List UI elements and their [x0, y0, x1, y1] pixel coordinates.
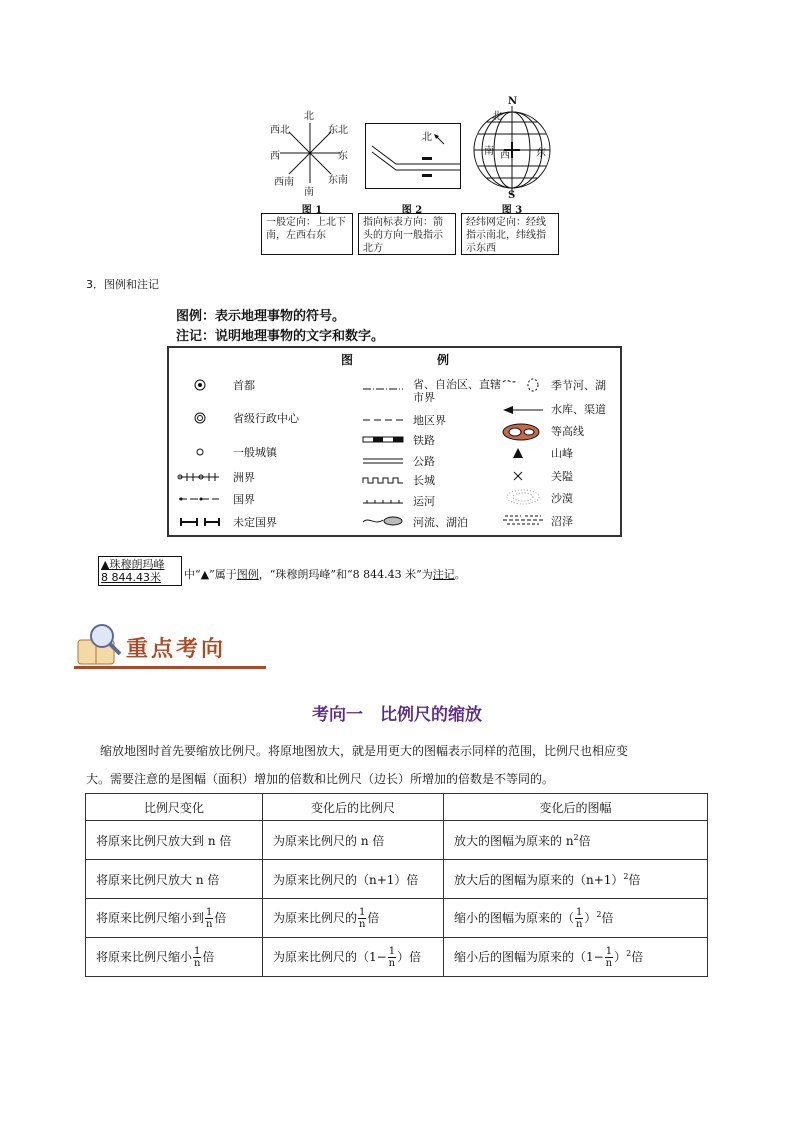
table-cell: 将原来比例尺缩小 $\frac{1}{n}$ 倍	[86, 938, 263, 977]
continent-boundary-icon	[177, 472, 221, 482]
legend-desert: 沙漠	[551, 492, 573, 505]
legend-mountain-peak: 山峰	[551, 447, 573, 460]
legend-definition: 图例：表示地理事物的符号。	[176, 309, 346, 324]
fraction-1-over-n: $\frac{1}{n}$	[575, 906, 583, 930]
table-cell: 缩小的图幅为原来的（ $\frac{1}{n}$ ）$^2$倍	[444, 899, 708, 938]
provincial-capital-icon	[193, 411, 207, 425]
river-lake-icon	[361, 514, 405, 528]
table-row	[86, 938, 708, 977]
highway-icon	[361, 456, 405, 466]
legend-undetermined-boundary: 未定国界	[233, 516, 277, 529]
legend-province-boundary: 省、自治区、直辖市界	[413, 378, 501, 404]
example-text-3: 。	[454, 568, 466, 581]
desert-icon	[501, 488, 545, 506]
magnifier-book-icon	[74, 620, 124, 670]
figure-3-globe	[470, 98, 554, 200]
undetermined-boundary-icon	[177, 517, 221, 527]
province-boundary-icon	[361, 384, 405, 394]
fraction-1-over-n: $\frac{1}{n}$	[605, 945, 613, 969]
capital-icon	[193, 378, 207, 392]
pass-icon	[511, 469, 525, 483]
table-row	[86, 821, 708, 860]
table-row	[86, 899, 708, 938]
table-header-cell: 比例尺变化	[86, 794, 263, 821]
topic-paragraph-line-2: 大。需要注意的是图幅（面积）增加的倍数和比例尺（边长）所增加的倍数是不等同的。	[86, 772, 555, 786]
figure-1-caption: 图 1	[301, 205, 323, 216]
fig3-description: 经纬网定向：经线指示南北，纬线指示东西	[461, 213, 559, 255]
road-map-icon	[366, 124, 460, 188]
table-cell: 为原来比例尺的（n+1）倍	[263, 860, 444, 899]
dir-south: 南	[304, 187, 314, 198]
legend-swamp: 沼泽	[551, 515, 573, 528]
globe-south: 南	[484, 146, 494, 157]
globe-north: 北	[492, 111, 502, 122]
figure-2-arrow-map	[365, 123, 461, 189]
north-label: 北	[422, 132, 432, 143]
key-points-banner	[74, 620, 266, 672]
great-wall-icon	[361, 475, 405, 485]
figure-2-caption: 图 2	[401, 205, 423, 216]
fraction-1-over-n: $\frac{1}{n}$	[358, 906, 366, 930]
swamp-icon	[501, 513, 545, 527]
legend-contour: 等高线	[551, 425, 584, 438]
dir-southwest: 西南	[274, 177, 294, 188]
fraction-1-over-n: $\frac{1}{n}$	[388, 945, 396, 969]
table-cell: 缩小后的图幅为原来的（1− $\frac{1}{n}$ ）$^2$倍	[444, 938, 708, 977]
legend-reservoir-canal: 水库、渠道	[551, 403, 606, 416]
table-cell: 放大的图幅为原来的 $n^2$倍	[444, 821, 708, 860]
railway-icon	[361, 435, 405, 445]
table-cell: 为原来比例尺的（1− $\frac{1}{n}$ ）倍	[263, 938, 444, 977]
example-text-2: ，“珠穆朗玛峰”和“8 844.43 米”为	[258, 568, 433, 581]
legend-canal: 运河	[413, 495, 435, 508]
legend-river-lake: 河流、湖泊	[413, 516, 468, 529]
figure-3-caption: 图 3	[501, 205, 523, 216]
table-row	[86, 860, 708, 899]
globe-n-label: N	[508, 96, 518, 107]
example-legend-term: 图例	[236, 568, 259, 581]
globe-east: 东	[536, 148, 546, 159]
table-header-row	[86, 794, 708, 821]
example-note-term: 注记	[432, 568, 455, 581]
legend-region-boundary: 地区界	[413, 414, 446, 427]
legend-title-1: 图	[341, 353, 354, 367]
table-cell: 将原来比例尺放大到 n 倍	[86, 821, 263, 860]
table-cell: 放大后的图幅为原来的$(n+1)^2$倍	[444, 860, 708, 899]
mountain-peak-icon	[511, 446, 525, 460]
dir-southeast: 东南	[328, 175, 348, 186]
table-cell: 将原来比例尺缩小到 $\frac{1}{n}$ 倍	[86, 899, 263, 938]
table-header-cell: 变化后的图幅	[444, 794, 708, 821]
contour-icon	[501, 422, 545, 442]
fraction-1-over-n: $\frac{1}{n}$	[205, 906, 213, 930]
legend-capital: 首都	[233, 379, 255, 392]
canal-icon	[361, 496, 405, 506]
legend-box	[167, 346, 622, 537]
scale-change-table	[85, 793, 708, 977]
topic-title: 考向一 比例尺的缩放	[312, 705, 482, 725]
banner-title: 重点考向	[126, 636, 227, 662]
fig1-description: 一般定向：上北下南，左西右东	[261, 213, 353, 255]
legend-railway: 铁路	[413, 434, 435, 447]
topic-paragraph-line-1: 缩放地图时首先要缩放比例尺。将原地图放大，就是用更大的图幅表示同样的范围，比例尺也相应变	[100, 744, 629, 758]
legend-seasonal-river: 季节河、湖	[551, 379, 606, 392]
dir-east: 东	[338, 151, 348, 162]
globe-west: 西	[500, 150, 510, 161]
example-peak-height: 8 844.43米	[101, 571, 161, 584]
note-definition: 注记：说明地理事物的文字和数字。	[176, 329, 385, 344]
fraction-1-over-n: $\frac{1}{n}$	[193, 945, 201, 969]
figure-1-compass	[262, 105, 358, 201]
legend-provincial-capital: 省级行政中心	[233, 412, 299, 425]
example-sentence	[184, 566, 466, 582]
region-boundary-icon	[361, 415, 405, 425]
table-cell: 为原来比例尺的 $\frac{1}{n}$ 倍	[263, 899, 444, 938]
national-boundary-icon	[177, 494, 221, 504]
legend-pass: 关隘	[551, 470, 573, 483]
table-cell: 将原来比例尺放大 n 倍	[86, 860, 263, 899]
table-cell: 为原来比例尺的 n 倍	[263, 821, 444, 860]
legend-national-boundary: 国界	[233, 493, 255, 506]
dir-north: 北	[304, 111, 314, 122]
dir-west: 西	[270, 151, 280, 162]
fig2-description: 指向标表方向：箭头的方向一般指示北方	[358, 213, 456, 255]
legend-town: 一般城镇	[233, 446, 277, 459]
globe-s-label: S	[508, 190, 516, 201]
table-header-cell: 变化后的比例尺	[263, 794, 444, 821]
legend-title-2: 例	[437, 353, 450, 367]
example-text-1: 中“▲”属于	[184, 568, 237, 581]
example-peak-name: ▲珠穆朗玛峰	[101, 558, 165, 571]
reservoir-canal-icon	[501, 405, 545, 415]
legend-continent-boundary: 洲界	[233, 471, 255, 484]
town-icon	[193, 445, 207, 459]
dir-northwest: 西北	[270, 125, 290, 136]
seasonal-river-icon	[501, 376, 545, 392]
legend-highway: 公路	[413, 455, 435, 468]
dir-northeast: 东北	[328, 125, 348, 136]
legend-great-wall: 长城	[413, 474, 435, 487]
section-3-heading: 3．图例和注记	[86, 278, 159, 291]
example-annotation-box	[98, 556, 182, 586]
banner-underline	[74, 666, 266, 669]
